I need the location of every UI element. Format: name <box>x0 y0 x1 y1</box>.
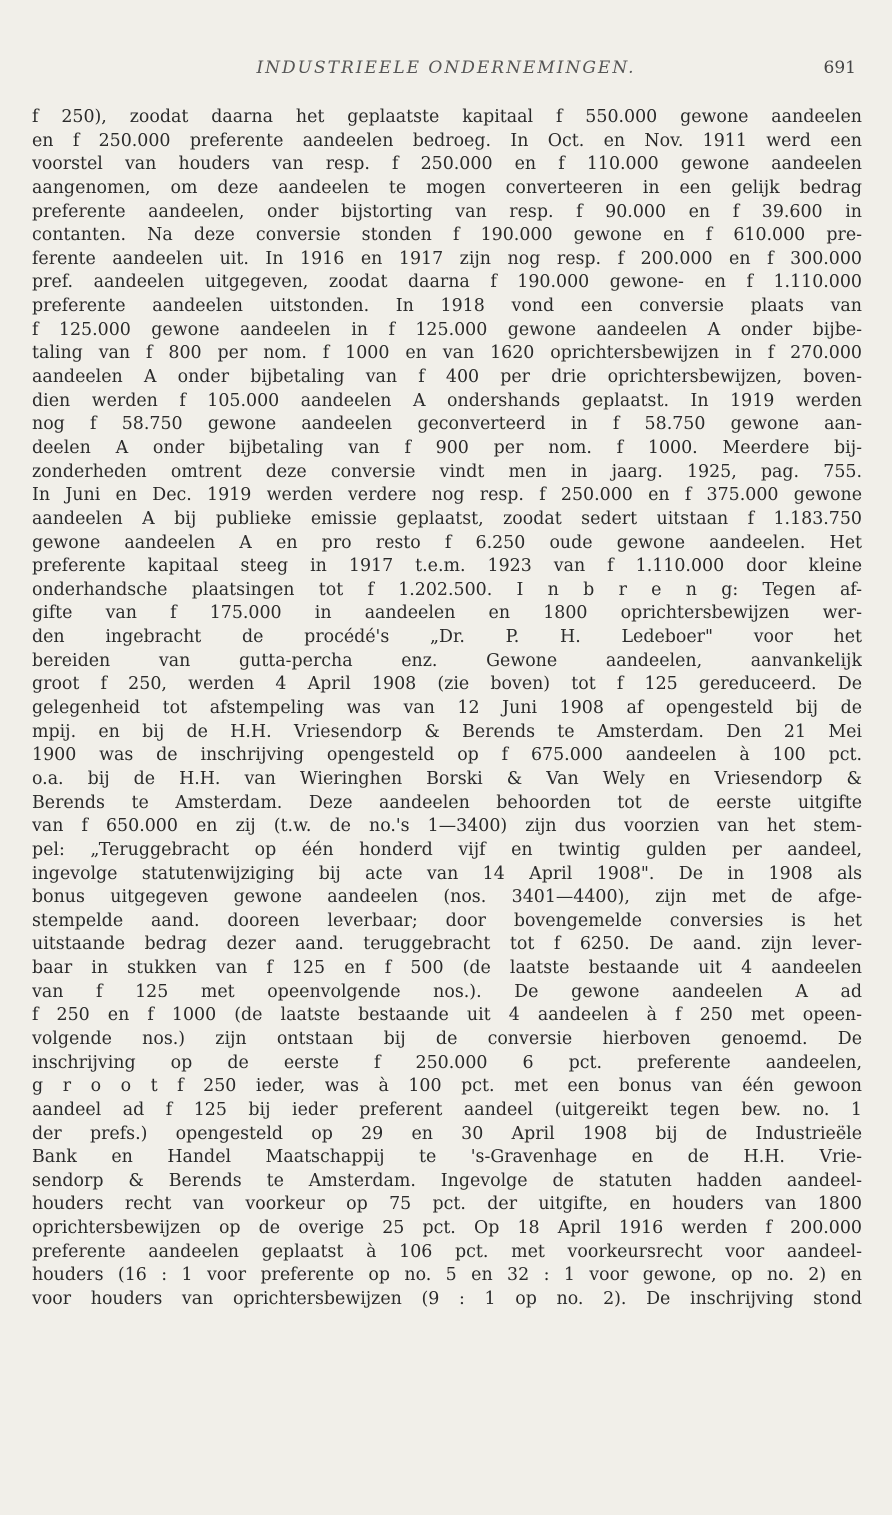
text-line: f 250 en f 1000 (de laatste bestaande uit 4 aandeelen à f 250 met opeen- <box>32 1005 862 1026</box>
text-line: pref. aandeelen uitgegeven, zoodat daarna f 190.000 gewone- en f 1.110.000 <box>32 272 862 293</box>
text-line: van f 650.000 en zij (t.w. de no.'s 1—3400) zijn dus voorzien van het stem- <box>32 816 862 837</box>
text-line: inschrijving op de eerste f 250.000 6 pct. preferente aandeelen, <box>32 1052 862 1073</box>
body-text <box>32 106 862 1312</box>
text-line: houders (16 : 1 voor preferente op no. 5 en 32 : 1 voor gewone, op no. 2) en <box>32 1265 862 1286</box>
text-line: gelegenheid tot afstempeling was van 12 Juni 1908 af opengesteld bij de <box>32 698 862 719</box>
text-line: In Juni en Dec. 1919 werden verdere nog resp. f 250.000 en f 375.000 gewone <box>32 485 862 506</box>
text-line: oprichtersbewijzen op de overige 25 pct. Op 18 April 1916 werden f 200.000 <box>32 1218 862 1239</box>
text-line: groot f 250, werden 4 April 1908 (zie boven) tot f 125 gereduceerd. De <box>32 674 862 695</box>
text-line: onderhandsche plaatsingen tot f 1.202.500. I n b r e n g: Tegen af- <box>32 579 862 600</box>
text-line: Bank en Handel Maatschappij te 's-Gravenhage en de H.H. Vrie- <box>32 1147 862 1168</box>
text-line: preferente aandeelen geplaatst à 106 pct. met voorkeursrecht voor aandeel- <box>32 1241 862 1262</box>
text-line: sendorp & Berends te Amsterdam. Ingevolge de statuten hadden aandeel- <box>32 1170 862 1191</box>
text-line: aandeelen A bij publieke emissie geplaatst, zoodat sedert uitstaan f 1.183.750 <box>32 508 862 529</box>
text-line: o.a. bij de H.H. van Wieringhen Borski & Van Wely en Vriesendorp & <box>32 768 862 789</box>
text-line: preferente kapitaal steeg in 1917 t.e.m. 1923 van f 1.110.000 door kleine <box>32 556 862 577</box>
text-line: dien werden f 105.000 aandeelen A ondershands geplaatst. In 1919 werden <box>32 390 862 411</box>
text-line: g r o o t f 250 ieder, was à 100 pct. met een bonus van één gewoon <box>32 1076 862 1097</box>
text-line: 1900 was de inschrijving opengesteld op f 675.000 aandeelen à 100 pct. <box>32 745 862 766</box>
text-line: ingevolge statutenwijziging bij acte van 14 April 1908". De in 1908 als <box>32 863 862 884</box>
text-line: ferente aandeelen uit. In 1916 en 1917 zijn nog resp. f 200.000 en f 300.000 <box>32 248 862 269</box>
text-line: den ingebracht de procédé's „Dr. P. H. Ledeboer" voor het <box>32 627 862 648</box>
text-line: stempelde aand. dooreen leverbaar; door bovengemelde conversies is het <box>32 910 862 931</box>
running-head: INDUSTRIEELE ONDERNEMINGEN. <box>256 58 636 78</box>
text-line: houders recht van voorkeur op 75 pct. der uitgifte, en houders van 1800 <box>32 1194 862 1215</box>
text-line: contanten. Na deze conversie stonden f 190.000 gewone en f 610.000 pre- <box>32 225 862 246</box>
text-line: gewone aandeelen A en pro resto f 6.250 oude gewone aandeelen. Het <box>32 532 862 553</box>
page-header <box>0 58 892 84</box>
text-line: taling van f 800 per nom. f 1000 en van 1620 oprichtersbewijzen in f 270.000 <box>32 343 862 364</box>
text-line: f 250), zoodat daarna het geplaatste kapitaal f 550.000 gewone aandeelen <box>32 107 862 127</box>
text-line: en f 250.000 preferente aandeelen bedroeg. In Oct. en Nov. 1911 werd een <box>32 130 862 151</box>
text-line: mpij. en bij de H.H. Vriesendorp & Berends te Amsterdam. Den 21 Mei <box>32 721 862 742</box>
text-line: gifte van f 175.000 in aandeelen en 1800 oprichtersbewijzen wer- <box>32 603 862 624</box>
text-line: uitstaande bedrag dezer aand. teruggebracht tot f 6250. De aand. zijn lever- <box>32 934 862 955</box>
text-line: preferente aandeelen, onder bijstorting van resp. f 90.000 en f 39.600 in <box>32 201 862 222</box>
text-line: pel: „Teruggebracht op één honderd vijf en twintig gulden per aandeel, <box>32 839 862 860</box>
text-line: Berends te Amsterdam. Deze aandeelen behoorden tot de eerste uitgifte <box>32 792 862 813</box>
text-line: f 125.000 gewone aandeelen in f 125.000 gewone aandeelen A onder bijbe- <box>32 319 862 340</box>
text-line: deelen A onder bijbetaling van f 900 per nom. f 1000. Meerdere bij- <box>32 437 862 458</box>
text-line: aandeelen A onder bijbetaling van f 400 per drie oprichtersbewijzen, boven- <box>32 367 862 388</box>
page-number: 691 <box>823 58 856 78</box>
text-line: zonderheden omtrent deze conversie vindt men in jaarg. 1925, pag. 755. <box>32 461 862 482</box>
text-line: volgende nos.) zijn ontstaan bij de conversie hierboven genoemd. De <box>32 1028 862 1049</box>
text-line: bonus uitgegeven gewone aandeelen (nos. 3401—4400), zijn met de afge- <box>32 887 862 908</box>
text-line: voorstel van houders van resp. f 250.000 en f 110.000 gewone aandeelen <box>32 154 862 175</box>
text-line: aandeel ad f 125 bij ieder preferent aandeel (uitgereikt tegen bew. no. 1 <box>32 1099 862 1120</box>
text-line: baar in stukken van f 125 en f 500 (de laatste bestaande uit 4 aandeelen <box>32 958 862 979</box>
text-line: preferente aandeelen uitstonden. In 1918 vond een conversie plaats van <box>32 296 862 317</box>
text-line: voor houders van oprichtersbewijzen (9 : 1 op no. 2). De inschrijving stond <box>32 1289 862 1310</box>
text-line: nog f 58.750 gewone aandeelen geconverteerd in f 58.750 gewone aan- <box>32 414 862 435</box>
text-line: aangenomen, om deze aandeelen te mogen converteeren in een gelijk bedrag <box>32 177 862 198</box>
text-line: der prefs.) opengesteld op 29 en 30 April 1908 bij de Industrieële <box>32 1123 862 1144</box>
text-line: van f 125 met opeenvolgende nos.). De gewone aandeelen A ad <box>32 981 862 1002</box>
text-line: bereiden van gutta-percha enz. Gewone aandeelen, aanvankelijk <box>32 650 862 671</box>
